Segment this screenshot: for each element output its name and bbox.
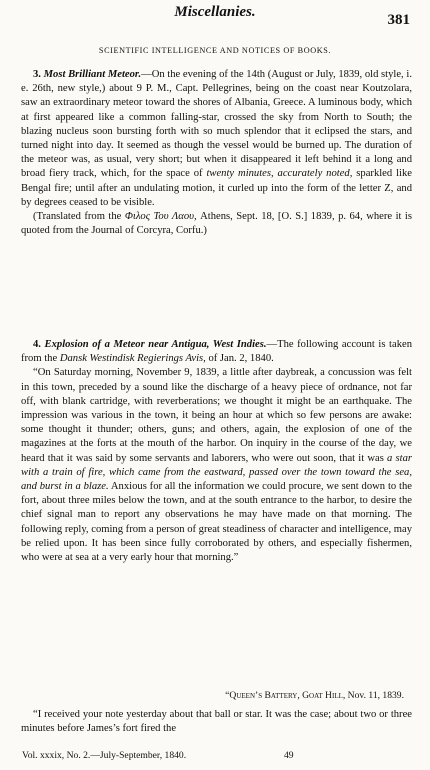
item-3-paragraph: [21, 68, 412, 210]
item-title: Most Brilliant Meteor.: [43, 69, 142, 80]
item-text: On the evening of the 14th (August or July, 1839, old style, i. e. 26th, new style,) about 9 P. M., Capt. Pellegrines, being on the coast near Koutzolara, saw an extraordinary meteor toward the shores of Albania, Greece. A luminous body, which at first appeared like a common falling-star, crossed the sky from North to South; the blazing nucleus soon bursting forth with so much splendor that it eclipsed the stars, and turned night into day. It seemed as though the vessel would be burned up. The duration of the meteor was, as usual, very short; but when it disappeared it left behind it a long and broad fiery track, which, for the space of: [21, 69, 412, 180]
quoted-account: [21, 366, 412, 565]
item-title: Explosion of a Meteor near Antigua, West Indies.: [44, 339, 267, 350]
item-text: The following account is taken from the: [21, 339, 412, 365]
article-item-3: [21, 68, 412, 238]
item-number: 4.: [33, 339, 41, 350]
item-text-italic: twenty minutes, accurately noted,: [206, 168, 353, 180]
greek-source-title: Φιλος Του Λαου,: [124, 211, 197, 223]
translation-text: (Translated from the: [33, 211, 125, 223]
item-number: 3.: [33, 69, 41, 80]
quote-text-italic: a star with a train of fire, which came from the eastward, passed over the town toward the sea, and burst in a blaze.: [21, 452, 413, 493]
em-dash: —: [266, 339, 278, 350]
page-footer: [22, 750, 412, 761]
signature-mark: 49: [284, 750, 294, 761]
letter-continuation: [21, 708, 412, 736]
newspaper-title: Dansk Westindisk Regierings Avis,: [59, 353, 206, 365]
em-dash: —: [141, 69, 152, 80]
signature-quote-mark: “: [225, 690, 230, 701]
article-item-4: [21, 338, 412, 565]
page-number: 381: [387, 12, 410, 28]
item-text: of Jan. 2, 1840.: [205, 353, 274, 365]
item-text: sparkled like Bengal fire; until after an undulating motion, it curled up into the form of the letter Z, and by degrees ceased to be visible.: [21, 168, 412, 208]
quote-text: Anxious for all the information we could procure, we sent down to the fort, about three miles below the town, and at the south entrance to the harbor, to desire the chief signal man to report any observations he may have made on that morning. The following reply, coming from a person of great steadiness of character and intelligence, may be relied upon. It has been since fully corroborated by others, and especially fishermen, who were at sea at a very early hour that morning.”: [21, 481, 412, 564]
section-heading: SCIENTIFIC INTELLIGENCE AND NOTICES OF BOOKS.: [98, 46, 332, 55]
volume-info: Vol. xxxix, No. 2.—July-September, 1840.: [22, 750, 187, 761]
continuation-paragraph: “I received your note yesterday about that ball or star. It was the case; about two or three minutes before James’s fort fired the: [21, 709, 412, 735]
quote-text: “On Saturday morning, November 9, 1839, a little after daybreak, a concussion was felt in this town, preceded by a sound like the discharge of a heavy piece of ordnance, not far off, with blank cartridge, with reverberations; we thought it might be an earthquake. The impression was various in the town, it being an hour at which so few persons are awake: some thought it thunder; others, guns; and others, again, the explosion of one of the magazines at the forts at the mouth of the harbor. On inquiry in the course of the day, we heard that it was said by some servants and laborers, who were out soon, that it was: [21, 367, 412, 464]
signature-place: Queen’s Battery, Goat Hill,: [229, 690, 346, 701]
translation-text: Athens, Sept. 18, [O. S.] 1839, p. 64, where it is quoted from the Journal of Corcyra, Corfu.): [21, 211, 412, 237]
running-header-title: Miscellanies.: [174, 4, 256, 20]
item-4-intro: [21, 338, 412, 366]
translation-note: [21, 210, 412, 238]
letter-signature: [225, 690, 404, 701]
signature-date: Nov. 11, 1839.: [345, 690, 404, 701]
